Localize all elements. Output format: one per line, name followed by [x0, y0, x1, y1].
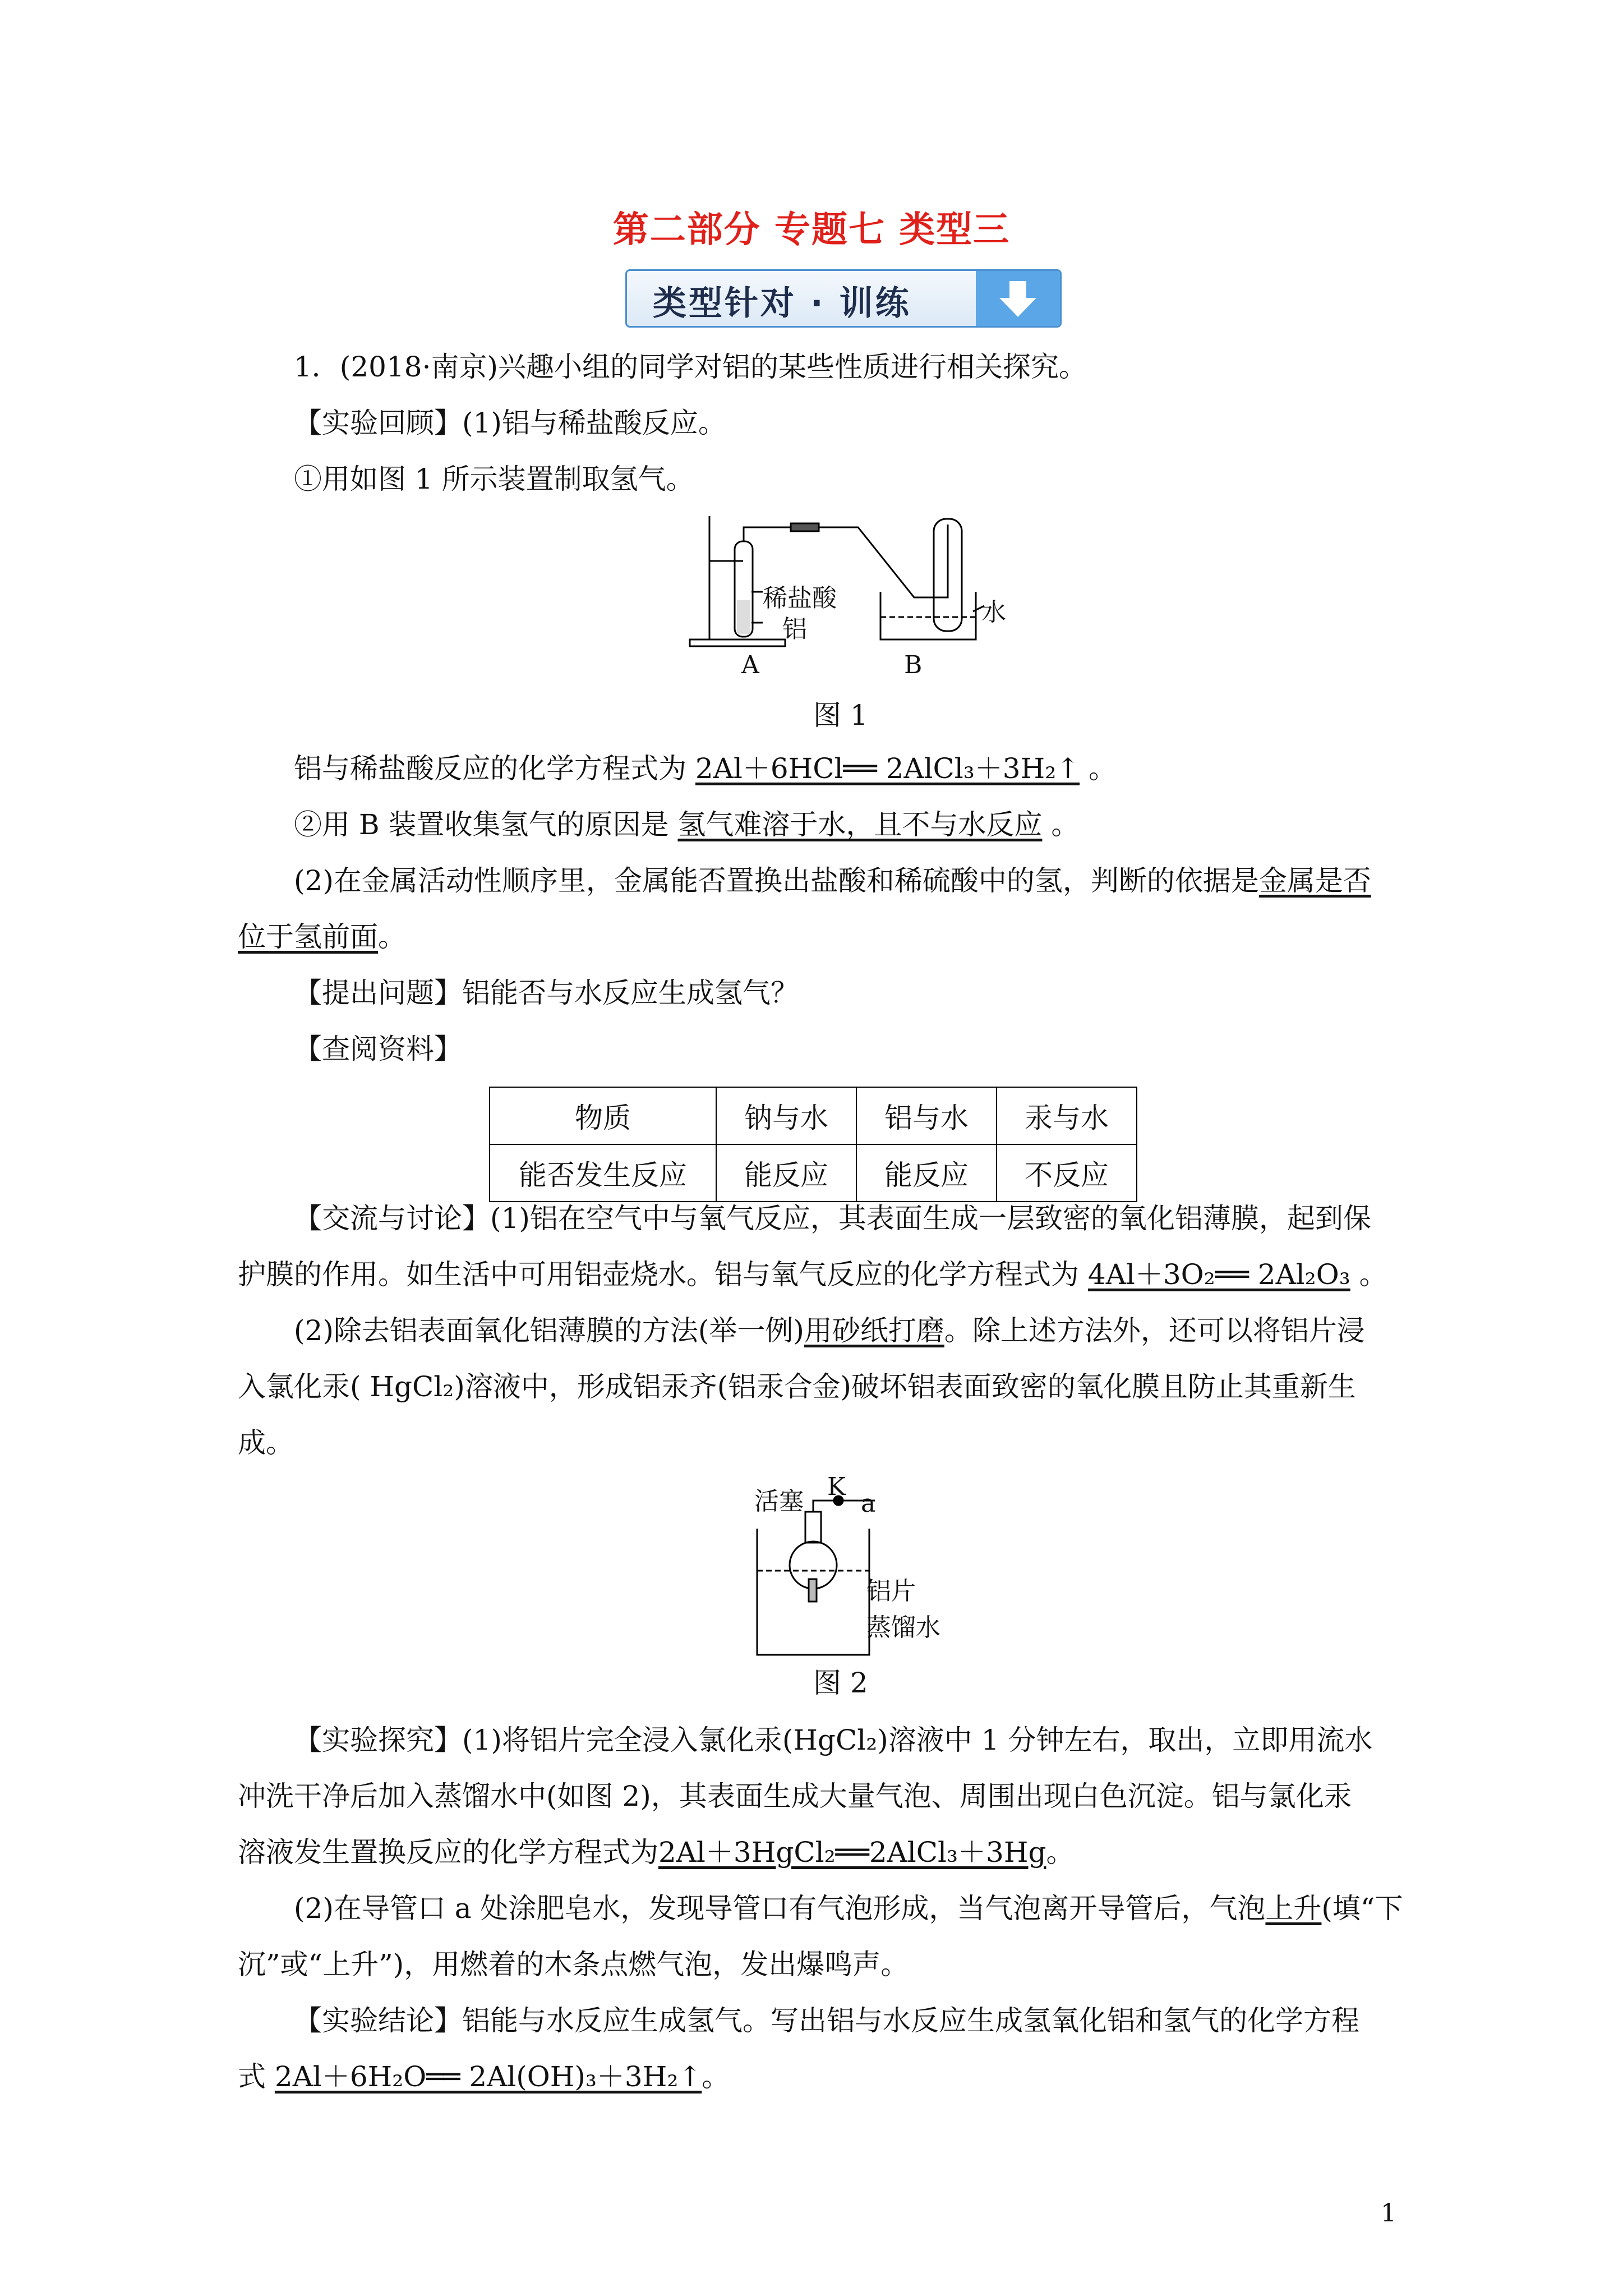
table-header-row — [490, 1087, 1137, 1144]
fig1-label-b: B — [904, 651, 923, 679]
rm-answer: 用砂纸打磨 — [804, 1314, 944, 1347]
disc-answer: 4Al＋3O₂══ 2Al₂O₃ — [1087, 1258, 1350, 1291]
table-row — [490, 1144, 1137, 1202]
bub-answer: 上升 — [1265, 1892, 1322, 1925]
table-cell: 钠与水 — [716, 1087, 856, 1144]
bub-suffix: (填“下 — [1321, 1892, 1403, 1925]
exp-prefix: 溶液发生置换反应的化学方程式为 — [238, 1836, 658, 1869]
fig1-label-acid: 稀盐酸 — [763, 584, 837, 613]
fig2-label-plug: 活塞 — [754, 1487, 804, 1516]
eq1-suffix: 。 — [1089, 752, 1117, 785]
conc-answer: 2Al＋6H₂O══ 2Al(OH)₃＋3H₂↑ — [274, 2060, 702, 2093]
question-line: 【提出问题】铝能否与水反应生成氢气？ — [294, 977, 799, 1009]
rm-suffix: 。除上述方法外，还可以将铝片浸 — [944, 1314, 1365, 1347]
fig2-label-k: K — [827, 1473, 846, 1501]
banner-label: 类型针对 · 训练 — [653, 284, 911, 323]
table-cell: 汞与水 — [997, 1087, 1137, 1144]
conc-line1: 【实验结论】铝能与水反应生成氢气。写出铝与水反应生成氢氧化铝和氢气的化学方程 — [294, 2004, 1359, 2037]
rm-prefix: (2)除去铝表面氧化铝薄膜的方法(举一例) — [294, 1314, 804, 1347]
fig1-label-a: A — [741, 651, 759, 679]
q1-step1: ①用如图 1 所示装置制取氢气。 — [294, 463, 694, 495]
bub-line1 — [294, 1890, 1403, 1926]
disc-prefix: 护膜的作用。如生活中可用铝壶烧水。铝与氧气反应的化学方程式为 — [238, 1258, 1079, 1291]
section-banner — [625, 269, 1062, 328]
table-cell: 不反应 — [997, 1144, 1137, 1202]
exp-suffix: 。 — [1046, 1836, 1075, 1869]
p2-line2 — [238, 919, 406, 955]
step2-suffix: 。 — [1051, 808, 1080, 841]
exp-line3 — [238, 1834, 1074, 1870]
table-cell: 能反应 — [716, 1144, 856, 1202]
exp-line1: 【实验探究】(1)将铝片完全浸入氯化汞(HgCl₂)溶液中 1 分钟左右，取出，立即用流水 — [294, 1724, 1373, 1756]
conc-suffix: 。 — [702, 2060, 730, 2093]
page-number: 1 — [1381, 2199, 1396, 2228]
disc-line1: 【交流与讨论】(1)铝在空气中与氧气反应，其表面生成一层致密的氧化铝薄膜，起到保 — [294, 1202, 1371, 1235]
eq1-line — [294, 751, 1117, 786]
rm-line3: 成。 — [238, 1427, 294, 1459]
disc-line2 — [238, 1257, 1387, 1292]
disc-suffix: 。 — [1359, 1258, 1387, 1291]
p2-line1 — [294, 863, 1371, 899]
step2-line — [294, 807, 1079, 843]
table-cell: 能否发生反应 — [490, 1144, 716, 1202]
q1-review: 【实验回顾】(1)铝与稀盐酸反应。 — [294, 407, 726, 439]
download-arrow-icon — [976, 271, 1060, 326]
table-cell: 能反应 — [856, 1144, 997, 1202]
p2-suffix: 。 — [378, 921, 406, 953]
fig2-label-sheet: 铝片 — [866, 1577, 916, 1605]
bub-line2: 沉”或“上升”)，用燃着的木条点燃气泡，发出爆鸣声。 — [238, 1948, 909, 1981]
conc-prefix: 式 — [238, 2060, 266, 2093]
fig1-caption: 图 1 — [813, 699, 868, 731]
table-cell: 铝与水 — [856, 1087, 997, 1144]
p2-answer-b: 位于氢前面 — [238, 921, 378, 953]
exp-answer: 2Al＋3HgCl₂══2AlCl₃＋3Hg — [658, 1836, 1046, 1869]
conc-line2 — [238, 2059, 730, 2095]
page-title: 第二部分 专题七 类型三 — [612, 209, 1011, 251]
step2-answer: 氢气难溶于水，且不与水反应 — [677, 808, 1043, 841]
rm-line2: 入氯化汞( HgCl₂)溶液中，形成铝汞齐(铝汞合金)破坏铝表面致密的氧化膜且防止其重新生 — [238, 1370, 1356, 1403]
rm-line1 — [294, 1313, 1365, 1349]
fig2-label-water: 蒸馏水 — [866, 1613, 940, 1642]
step2-prefix: ②用 B 装置收集氢气的原因是 — [294, 808, 669, 841]
table-cell: 物质 — [490, 1087, 716, 1144]
fig2-label-a: a — [861, 1489, 876, 1518]
fig2-caption: 图 2 — [813, 1667, 868, 1699]
fig1-label-al: 铝 — [782, 615, 807, 643]
fig1-label-water: 水 — [981, 598, 1006, 627]
reaction-table — [489, 1087, 1137, 1202]
p2-answer-a: 金属是否 — [1258, 864, 1371, 897]
lookup-line: 【查阅资料】 — [294, 1033, 462, 1065]
bub-prefix: (2)在导管口 a 处涂肥皂水，发现导管口有气泡形成，当气泡离开导管后，气泡 — [294, 1892, 1266, 1925]
q1-intro: 1．(2018·南京)兴趣小组的同学对铝的某些性质进行相关探究。 — [294, 351, 1087, 383]
p2-prefix: (2)在金属活动性顺序里，金属能否置换出盐酸和稀硫酸中的氢，判断的依据是 — [294, 864, 1259, 897]
exp-line2: 冲洗干净后加入蒸馏水中(如图 2)，其表面生成大量气泡、周围出现白色沉淀。铝与氯化汞 — [238, 1780, 1352, 1812]
eq1-prefix: 铝与稀盐酸反应的化学方程式为 — [294, 752, 686, 785]
eq1-answer: 2Al＋6HCl══ 2AlCl₃＋3H₂↑ — [695, 752, 1080, 785]
